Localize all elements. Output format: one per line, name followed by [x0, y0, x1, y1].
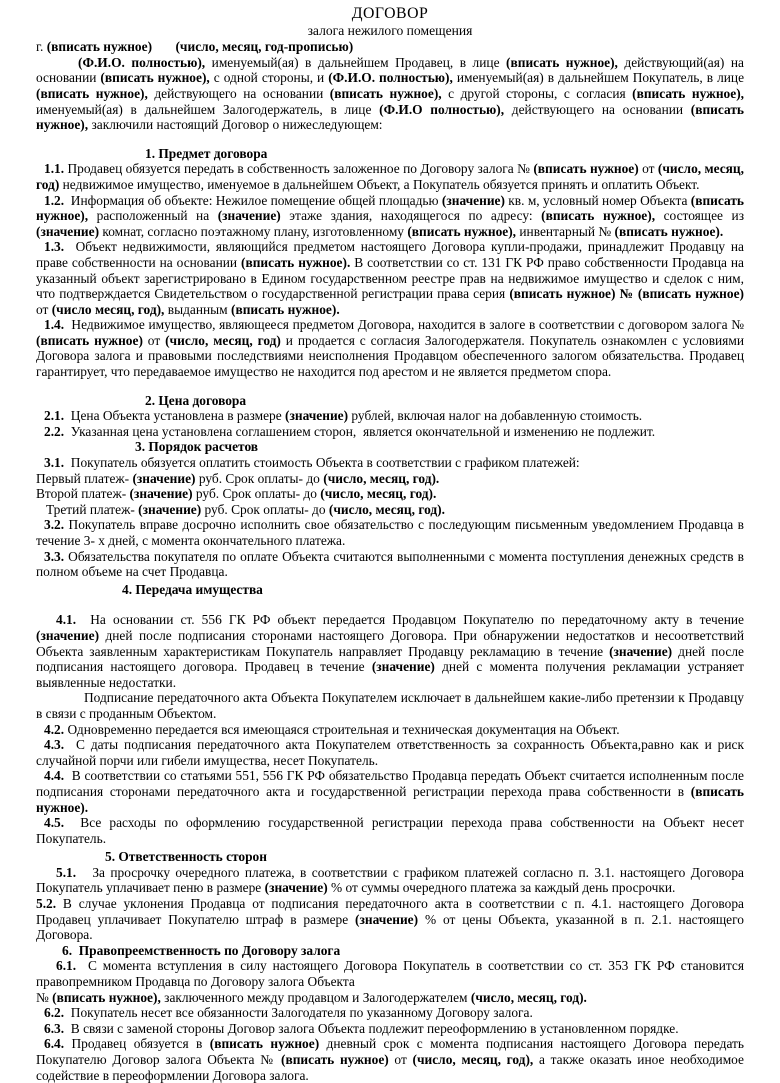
clause-4-3-run: С даты подписания передаточного акта Покупателем ответственность за сохранность Объекта,равно как и риск случайной порчи или гибели имущества, несет Покупатель.	[36, 737, 744, 768]
section-4-heading-run: 4. Передача имущества	[122, 581, 263, 597]
clause-6-1-contline-run: (число, месяц, год).	[470, 989, 587, 1005]
section-3-heading-run: 3. Порядок расчетов	[135, 439, 259, 455]
clause-4-4-run: (вписать нужное).	[36, 783, 744, 815]
clause-4-3	[36, 737, 744, 768]
city-date-line	[36, 39, 744, 55]
clause-1-2-run: расположенный на	[88, 208, 218, 224]
clause-1-2-run: состоящее из	[655, 208, 745, 224]
preamble-run: (вписать нужное),	[632, 85, 744, 101]
payment-line-1-run: (значение)	[132, 470, 196, 486]
clause-1-3-run: (вписать нужное).	[231, 301, 340, 317]
preamble-run: заключили настоящий Договор о нижеследующем:	[88, 117, 383, 133]
preamble	[36, 55, 744, 133]
clause-3-3-run: 3.3.	[44, 548, 65, 564]
clause-6-4-run: а также оказать иное необходимое содействие в переоформлении Договора залога.	[36, 1052, 744, 1083]
clause-1-1-run: (число, месяц, год)	[36, 161, 744, 192]
payment-line-3-run: (число, месяц, год).	[328, 501, 445, 517]
clause-4-1-run: 4.1.	[56, 612, 77, 628]
clause-1-2-run: (вписать нужное),	[407, 223, 517, 239]
preamble-run: именуемый(ая) в дальнейшем Покупатель, в лице	[452, 70, 745, 86]
payment-line-3-run: (значение)	[138, 501, 202, 517]
payment-line-1	[36, 471, 744, 487]
clause-4-2-run: Одновременно передается вся имеющаяся строительная и техническая документация на Объект.	[64, 721, 620, 737]
clause-1-3-run: 1.3.	[44, 239, 65, 255]
clause-1-3-run: от	[36, 301, 52, 317]
clause-4-5	[36, 815, 744, 846]
preamble-run: действующий(ая) на основании	[36, 54, 744, 86]
clause-3-1-run: Покупатель обязуется оплатить стоимость Объекта в соответствии с графиком платежей:	[64, 455, 580, 471]
doc-subtitle	[36, 23, 744, 39]
clause-1-1-run: от	[638, 161, 658, 177]
clause-1-2-run: Информация об объекте: Нежилое помещение общей площадью	[64, 192, 442, 208]
clause-5-1-run: % от суммы очередного платежа за каждый день просрочки.	[327, 880, 676, 896]
preamble-run: именуемый(ая) в дальнейшем Залогодержатель, в лице	[36, 101, 380, 117]
clause-6-1-run: 6.1.	[56, 958, 77, 974]
city-date-line-run: (число, месяц, год-прописью)	[175, 39, 354, 55]
clause-6-4-run: 6.4.	[44, 1036, 65, 1052]
clause-1-4-run: (вписать нужное)	[36, 332, 143, 348]
clause-3-2	[36, 517, 744, 548]
clause-6-4-run: от	[388, 1052, 413, 1067]
doc-title	[36, 6, 744, 22]
clause-6-4-run: дневный срок с момента подписания настоящего Договора передать Покупателю Договор залога Объекта №	[36, 1036, 744, 1067]
clause-1-2-run: 1.2.	[44, 192, 65, 208]
section-4-heading	[122, 582, 744, 598]
clause-1-2-run: (значение)	[36, 223, 100, 239]
clause-4-1-run: (значение)	[371, 659, 435, 675]
clause-1-2-run: кв. м, условный номер Объекта	[504, 192, 691, 208]
clause-6-1-contline	[36, 990, 744, 1006]
payment-line-1-run: Первый платеж-	[36, 470, 133, 486]
clause-4-1-subpara-run: Подписание передаточного акта Объекта Покупателем исключает в дальнейшем какие-либо претензии к Продавцу в связи с проданным Объектом.	[36, 690, 744, 721]
clause-1-2-run: (вписать нужное).	[614, 223, 724, 239]
section-6-heading	[62, 943, 744, 959]
section-2-heading	[145, 393, 744, 409]
clause-2-2-run: 2.2.	[44, 423, 65, 439]
clause-3-1	[36, 455, 744, 471]
preamble-run: (вписать нужное),	[36, 85, 148, 101]
clause-5-2-run: 5.2.	[36, 896, 57, 912]
payment-line-3-run: Третий платеж-	[46, 501, 139, 517]
clause-5-1-run: За просрочку очередного платежа, в соответствии с графиком платежей согласно п. 3.1. настоящего Договора Покупатель уплачивает пеню в размере	[36, 864, 744, 896]
clause-3-2-run: Покупатель вправе досрочно исполнить свое обязательство с последующим письменным уведомлением Продавца в течение 3- х дней, с момента окончательного платежа.	[36, 517, 744, 548]
clause-1-3-run: (вписать нужное).	[241, 254, 351, 270]
clause-2-2	[36, 424, 744, 440]
preamble-run: действующего на основании	[147, 85, 330, 101]
clause-1-4-run: и продается с согласия Залогодержателя. Покупатель ознакомлен с условиями Договора залога и правовыми последствиями неисполнения Продавцом обеспеченного залогом обязательства. Продавец гарантирует, что передаваемое имущество не находится под арестом и не является предметом спора.	[36, 332, 744, 380]
clause-1-3	[36, 239, 744, 317]
payment-line-2-run: (число, месяц, год).	[320, 486, 437, 502]
clause-1-2-run: этаже здания, находящегося по адресу:	[280, 208, 542, 224]
payment-line-2	[36, 486, 744, 502]
clause-2-1	[36, 408, 744, 424]
preamble-run: действующего на основании	[504, 101, 691, 117]
preamble-run: именуемый(ая) в дальнейшем Продавец, в лице	[205, 54, 507, 70]
clause-5-1-run: 5.1.	[56, 864, 77, 880]
clause-4-4-run: В соответствии со статьями 551, 556 ГК РФ обязательство Продавца передать Объект считается исполненным после подписания сторонами передаточного акта и государственной регистрации перехода права собственности в	[36, 768, 744, 799]
clause-6-4	[36, 1036, 744, 1083]
clause-1-1-run: Продавец обязуется передать в собственность заложенное по Договору залога №	[64, 161, 534, 177]
clause-5-2-run: (значение)	[355, 911, 419, 927]
clause-4-4-run: 4.4.	[44, 768, 65, 784]
clause-1-2	[36, 193, 744, 240]
clause-1-4-run: (число, месяц, год)	[165, 332, 281, 348]
section-6-heading-run: 6. Правопреемственность по Договору залога	[62, 942, 341, 958]
clause-1-3-run: (вписать нужное) № (вписать нужное)	[509, 286, 744, 302]
clause-6-4-run: (число, месяц, год),	[412, 1052, 534, 1067]
payment-line-3	[36, 502, 744, 518]
clause-1-4-run: Недвижимое имущество, являющееся предметом Договора, находится в залоге в соответствии с договором залога №	[64, 317, 744, 333]
clause-1-3-run: В соответствии со ст. 131 ГК РФ право собственности Продавца на указанный объект зарегистрировано в Едином государственном реестре прав на недвижимое имущество и сделок с ним, что подтверждается Свидетельством о государственной регистрации права серия	[36, 254, 744, 302]
clause-6-4-run: Продавец обязуется в	[64, 1036, 210, 1052]
clause-6-1	[36, 958, 744, 989]
clause-3-2-run: 3.2.	[44, 517, 65, 533]
clause-1-3-run: выданным	[164, 301, 231, 317]
clause-4-1-run: (значение)	[36, 627, 100, 643]
clause-6-1-contline-run: заключенного между продавцом и Залогодержателем	[160, 989, 471, 1005]
clause-3-3	[36, 549, 744, 580]
clause-2-1-run: Цена Объекта установлена в размере	[64, 408, 286, 424]
clause-1-1-run: недвижимое имущество, именуемое в дальнейшем Объект, а Покупатель обязуется принять и оплатить Объект.	[59, 176, 700, 192]
clause-5-1-run: (значение)	[264, 880, 328, 896]
section-1-heading-run: 1. Предмет договора	[145, 145, 268, 161]
doc-subtitle-run: залога нежилого помещения	[307, 22, 473, 38]
doc-title-run: ДОГОВОР	[351, 5, 429, 22]
clause-2-1-run: 2.1.	[44, 408, 65, 424]
clause-5-1	[36, 865, 744, 896]
payment-line-2-run: руб. Срок оплаты- до	[192, 486, 321, 502]
preamble-run: (Ф.И.О. полностью),	[78, 54, 206, 70]
clause-1-3-run: (число месяц, год),	[51, 301, 165, 317]
clause-4-1-run: дней после подписания сторонами настоящего Договора. При обнаружении недостатков и несоответствий Объекта заявленным характеристикам Покупатель направляет Продавцу рекламацию в течение	[36, 627, 744, 659]
section-2-heading-run: 2. Цена договора	[145, 392, 247, 408]
preamble-run: с одной стороны, и	[209, 70, 329, 86]
clause-4-3-run: 4.3.	[44, 737, 65, 753]
section-1-heading	[145, 146, 744, 162]
clause-4-2	[36, 722, 744, 738]
payment-line-2-run: Второй платеж-	[36, 486, 130, 502]
clause-1-2-run: инвентарный №	[516, 223, 615, 239]
clause-1-1-run: 1.1.	[44, 161, 65, 177]
clause-5-2	[36, 896, 744, 943]
clause-1-1-run: (вписать нужное)	[533, 161, 639, 177]
preamble-run: с другой стороны, с согласия	[441, 85, 633, 101]
preamble-run: (вписать нужное),	[36, 101, 745, 133]
clause-6-2-run: Покупатель несет все обязанности Залогодателя по указанному Договору залога.	[64, 1005, 533, 1021]
clause-4-5-run: Все расходы по оформлению государственной регистрации перехода права собственности на Объект несет Покупатель.	[36, 815, 744, 846]
clause-1-2-run: (значение)	[441, 192, 505, 208]
preamble-run: (Ф.И.О полностью),	[379, 101, 505, 117]
clause-4-5-run: 4.5.	[44, 815, 65, 831]
clause-4-1-run: (значение)	[609, 643, 673, 659]
clause-6-2-run: 6.2.	[44, 1005, 65, 1021]
clause-1-2-run: комнат, согласно поэтажному плану, изготовленному	[99, 223, 408, 239]
clause-4-1	[36, 612, 744, 690]
clause-1-4	[36, 317, 744, 379]
payment-line-1-run: руб. Срок оплаты- до	[195, 470, 324, 486]
payment-line-1-run: (число, месяц, год).	[323, 470, 440, 486]
clause-6-3-run: 6.3.	[44, 1020, 65, 1036]
city-date-line-run: г.	[36, 39, 47, 55]
clause-4-1-run: дней после подписания настоящего договора. Продавец в течение	[36, 643, 744, 675]
clause-3-3-run: Обязательства покупателя по оплате Объекта считаются выполненными с момента поступления денежных средств в полном объеме на счет Продавца.	[36, 548, 744, 580]
document-body	[36, 6, 744, 1083]
clause-2-1-run: (значение)	[285, 408, 349, 424]
clause-4-1-subpara	[36, 690, 744, 721]
clause-2-2-run: Указанная цена установлена соглашением сторон, является окончательной и изменению не подлежит.	[64, 423, 656, 439]
preamble-run: (Ф.И.О. полностью),	[328, 70, 453, 86]
section-3-heading	[135, 439, 744, 455]
clause-4-2-run: 4.2.	[44, 721, 65, 737]
clause-6-1-contline-run: (вписать нужное),	[52, 989, 161, 1005]
clause-4-4	[36, 768, 744, 815]
clause-1-4-run: 1.4.	[44, 317, 65, 333]
clause-1-3-run: Объект недвижимости, являющийся предметом настоящего Договора купли-продажи, принадлежит Продавцу на праве собственности на основании	[36, 239, 744, 270]
clause-6-1-contline-run: №	[36, 989, 53, 1005]
preamble-run: (вписать нужное),	[100, 70, 210, 86]
clause-6-4-run: (вписать нужное)	[209, 1036, 320, 1052]
clause-3-1-run: 3.1.	[44, 455, 65, 471]
clause-4-1-run: дней с момента получения рекламации устраняет выявленные недостатки.	[36, 659, 744, 690]
preamble-run: (вписать нужное),	[329, 85, 442, 101]
clause-6-2	[36, 1005, 744, 1021]
section-5-heading	[105, 849, 744, 865]
clause-1-2-run: (вписать нужное),	[36, 192, 745, 224]
clause-6-1-run: С момента вступления в силу настоящего Договора Покупатель в соответствии со ст. 353 ГК РФ становится правопремником Продавца по Договору залога Объекта	[36, 958, 744, 990]
clause-5-2-run: % от цены Объекта, указанной в п. 2.1. настоящего Договора.	[36, 911, 744, 943]
section-5-heading-run: 5. Ответственность сторон	[105, 849, 267, 865]
clause-4-1-run: На основании ст. 556 ГК РФ объект передается Продавцом Покупателю по передаточному акту в течение	[76, 612, 744, 628]
clause-6-4-run: (вписать нужное)	[281, 1052, 389, 1067]
clause-5-2-run: В случае уклонения Продавца от подписания передаточного акта в соответствии с п. 4.1. настоящего Договора Продавец уплачивает Покупателю штраф в размере	[36, 896, 744, 927]
clause-1-1	[36, 161, 744, 192]
city-date-line-run: (вписать нужное)	[46, 39, 153, 55]
preamble-run: (вписать нужное),	[506, 54, 618, 70]
payment-line-3-run: руб. Срок оплаты- до	[201, 501, 329, 517]
clause-2-1-run: рублей, включая налог на добавленную стоимость.	[348, 408, 643, 424]
payment-line-2-run: (значение)	[129, 486, 193, 502]
city-date-line-run	[152, 39, 175, 54]
clause-1-2-run: (вписать нужное),	[541, 208, 656, 224]
clause-6-3	[36, 1021, 744, 1037]
clause-6-3-run: В связи с заменой стороны Договор залога Объекта подлежит переоформлению в установленном порядке.	[64, 1020, 679, 1036]
clause-1-4-run: от	[142, 332, 166, 348]
clause-1-2-run: (значение)	[217, 208, 281, 224]
